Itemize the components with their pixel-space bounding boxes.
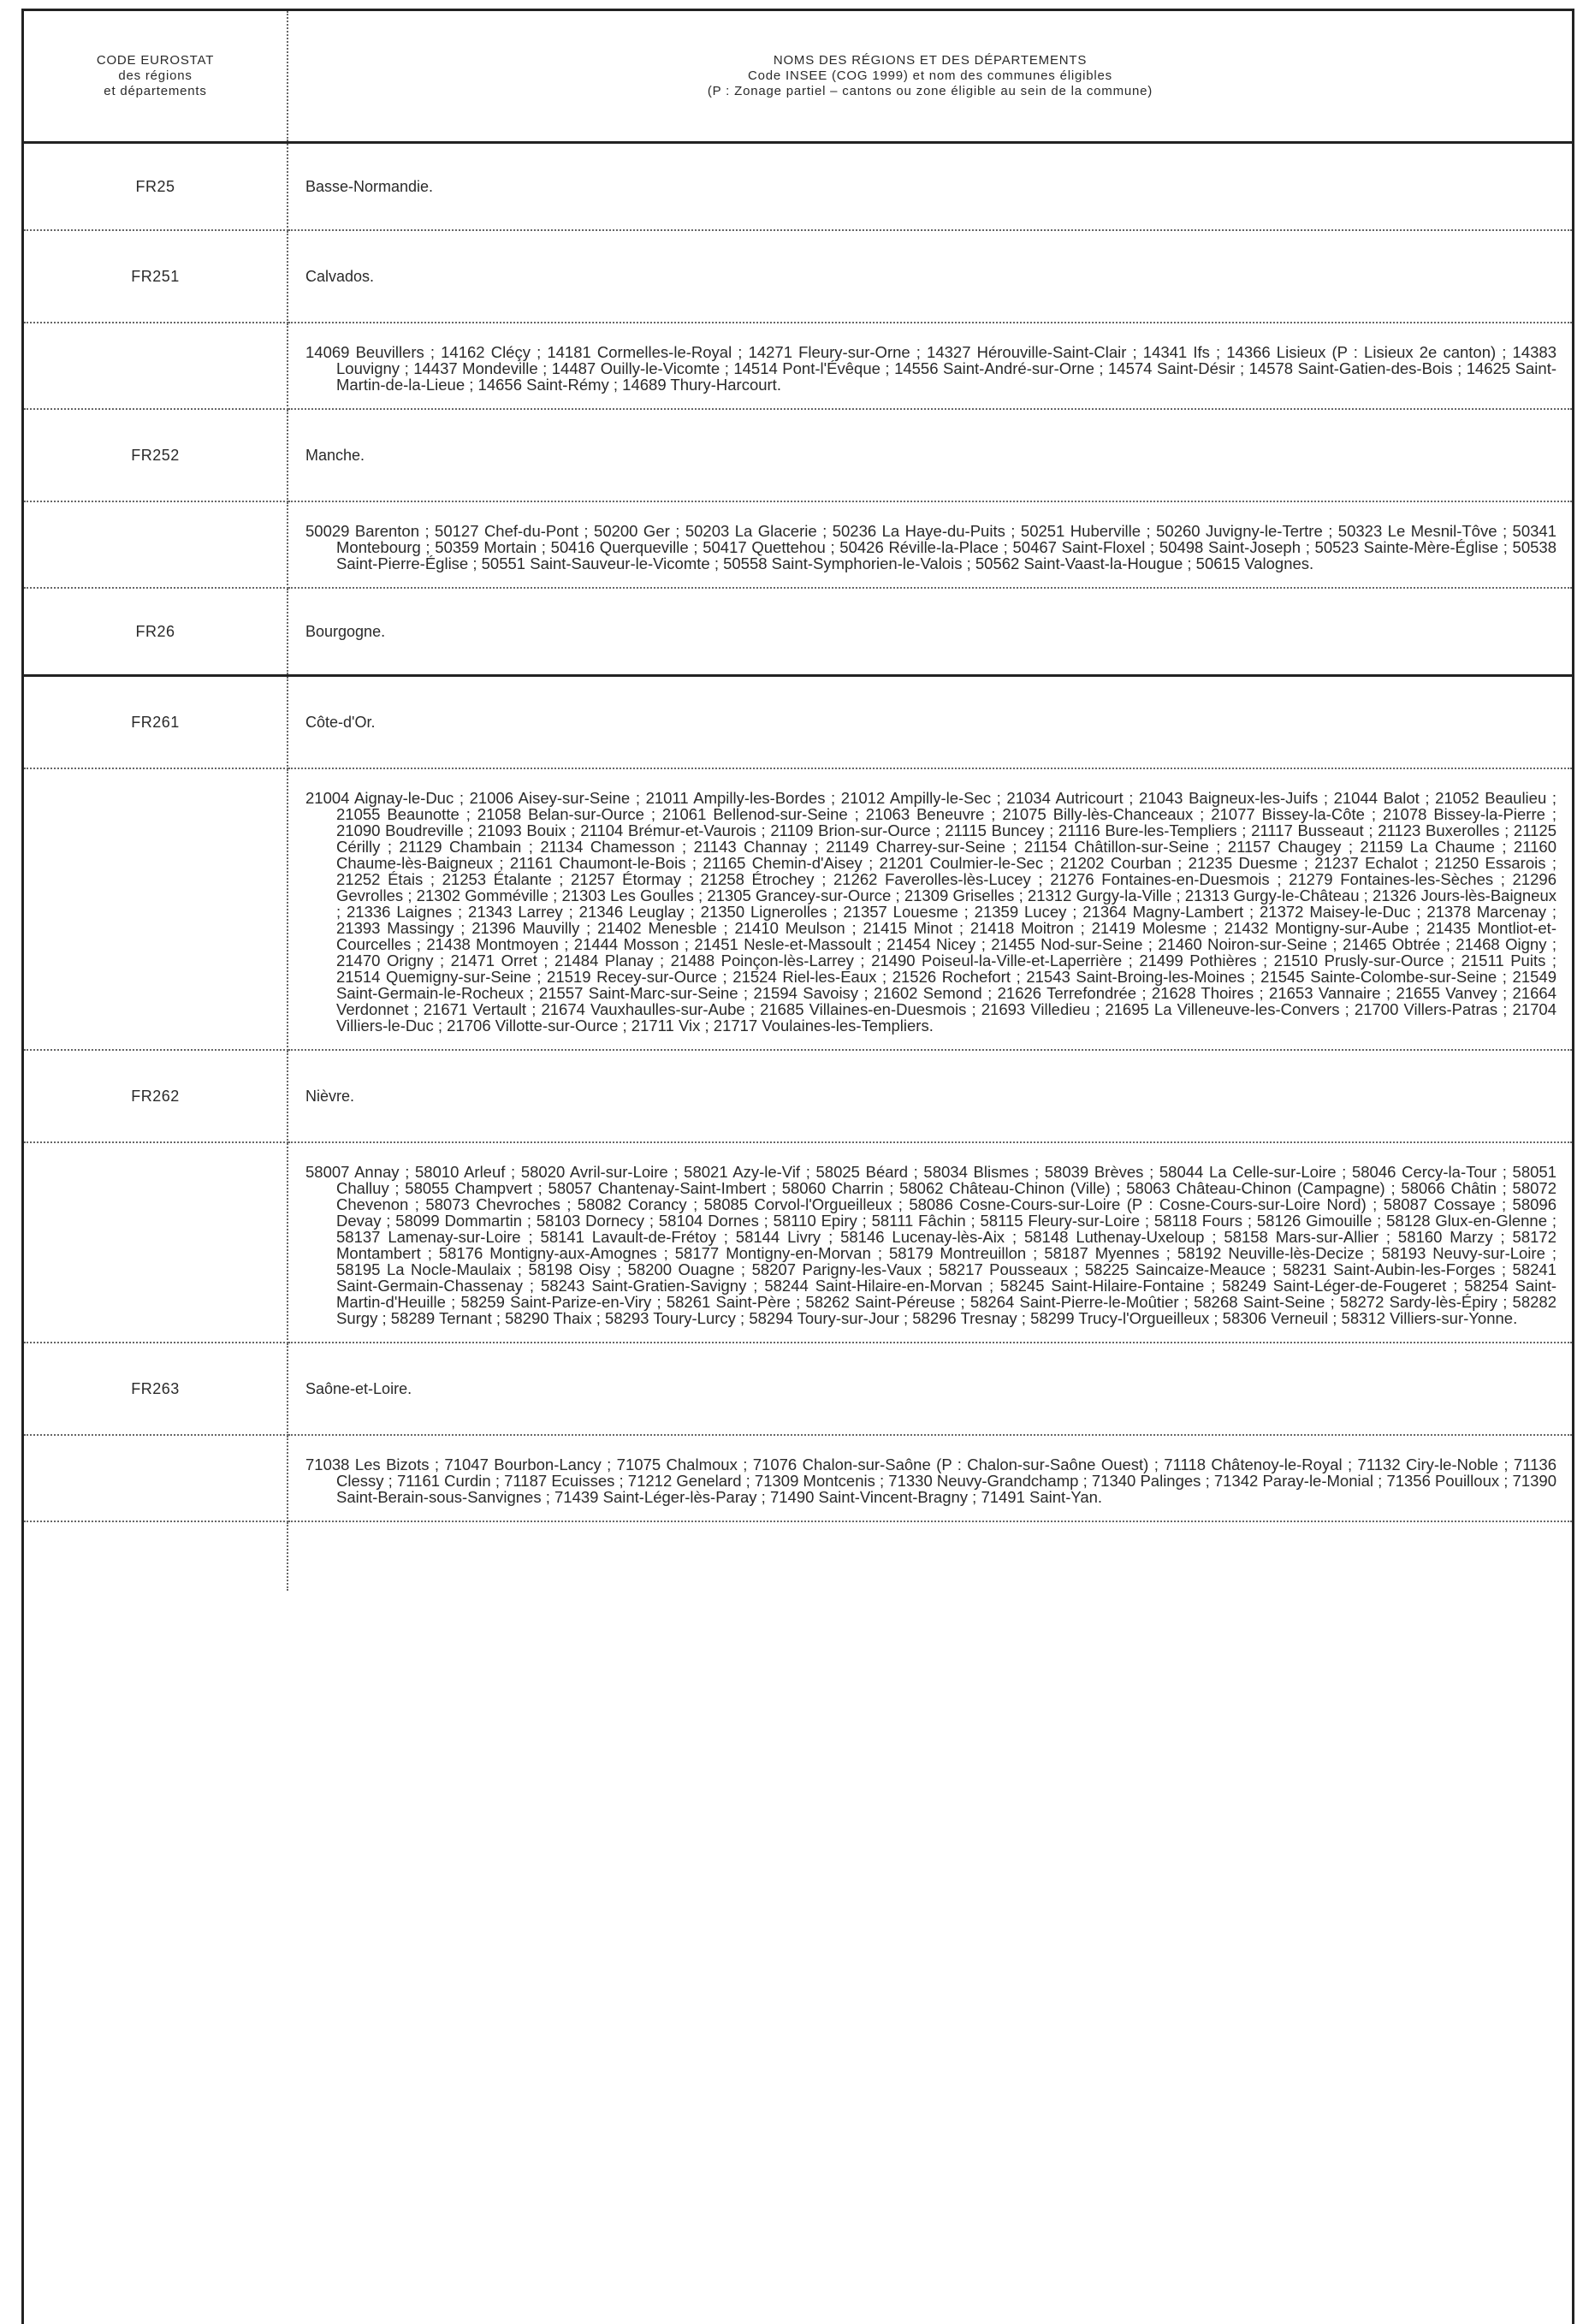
department-row <box>24 1343 1572 1435</box>
department-name: Saône-et-Loire. <box>288 1343 1572 1435</box>
communes-list-text: 50029 Barenton ; 50127 Chef-du-Pont ; 50200 Ger ; 50203 La Glacerie ; 50236 La Haye-du-Puits ; 50251 Huberville ; 50260 Juvigny-le-Tertre ; 50323 Le Mesnil-Tôve ; 50341 Montebourg ; 50359 Mortain ; 50416 Querqueville ; 50417 Quettehou ; 50426 Réville-la-Place ; 50467 Saint-Floxel ; 50498 Saint-Joseph ; 50523 Sainte-Mère-Église ; 50538 Saint-Pierre-Église ; 50551 Saint-Sauveur-le-Vicomte ; 50558 Saint-Symphorien-le-Valois ; 50562 Saint-Vaast-la-Hougue ; 50615 Valognes. <box>305 522 1556 572</box>
region-row <box>24 588 1572 676</box>
communes-list-text: 21004 Aignay-le-Duc ; 21006 Aisey-sur-Seine ; 21011 Ampilly-les-Bordes ; 21012 Ampilly-le-Sec ; 21034 Autricourt ; 21043 Baigneux-les-Juifs ; 21044 Balot ; 21052 Beaulieu ; 21055 Beaunotte ; 21058 Belan-sur-Ource ; 21061 Bellenod-sur-Seine ; 21063 Beneuvre ; 21075 Billy-lès-Chanceaux ; 21077 Bissey-la-Côte ; 21078 Bissey-la-Pierre ; 21090 Boudreville ; 21093 Bouix ; 21104 Brémur-et-Vaurois ; 21109 Brion-sur-Ource ; 21115 Buncey ; 21116 Bure-les-Templiers ; 21117 Busseaut ; 21123 Buxerolles ; 21125 Cérilly ; 21129 Chambain ; 21134 Chamesson ; 21143 Channay ; 21149 Charrey-sur-Seine ; 21154 Châtillon-sur-Seine ; 21157 Chaugey ; 21159 La Chaume ; 21160 Chaume-lès-Baigneux ; 21161 Chaumont-le-Bois ; 21165 Chemin-d'Aisey ; 21201 Coulmier-le-Sec ; 21202 Courban ; 21235 Duesme ; 21237 Echalot ; 21250 Essarois ; 21252 Étais ; 21253 Étalante ; 21257 Étormay ; 21258 Étrochey ; 21262 Faverolles-lès-Lucey ; 21276 Fontaines-en-Duesmois ; 21279 Fontaines-les-Sèches ; 21296 Gevrolles ; 21302 Gomméville ; 21303 Les Goulles ; 21305 Grancey-sur-Ource ; 21309 Griselles ; 21312 Gurgy-la-Ville ; 21313 Gurgy-le-Château ; 21326 Jours-lès-Baigneux ; 21336 Laignes ; 21343 Larrey ; 21346 Leuglay ; 21350 Lignerolles ; 21357 Louesme ; 21359 Lucey ; 21364 Magny-Lambert ; 21372 Maisey-le-Duc ; 21378 Marcenay ; 21393 Massingy ; 21396 Mauvilly ; 21402 Menesble ; 21410 Meulson ; 21415 Minot ; 21418 Moitron ; 21419 Molesme ; 21432 Montigny-sur-Aube ; 21435 Montliot-et-Courcelles ; 21438 Montmoyen ; 21444 Mosson ; 21451 Nesle-et-Massoult ; 21454 Nicey ; 21455 Nod-sur-Seine ; 21460 Noiron-sur-Seine ; 21465 Obtrée ; 21468 Oigny ; 21470 Origny ; 21471 Orret ; 21484 Planay ; 21488 Poinçon-lès-Larrey ; 21490 Poiseul-la-Ville-et-Laperrière ; 21499 Pothières ; 21510 Prusly-sur-Ource ; 21511 Puits ; 21514 Quemigny-sur-Seine ; 21519 Recey-sur-Ource ; 21524 Riel-les-Eaux ; 21526 Rochefort ; 21543 Saint-Broing-les-Moines ; 21545 Sainte-Colombe-sur-Seine ; 21549 Saint-Germain-le-Rocheux ; 21557 Saint-Marc-sur-Seine ; 21594 Savoisy ; 21602 Semond ; 21626 Terrefondrée ; 21628 Thoires ; 21653 Vannaire ; 21655 Vanvey ; 21664 Verdonnet ; 21671 Vertault ; 21674 Vauxhaulles-sur-Aube ; 21685 Villaines-en-Duesmois ; 21693 Villedieu ; 21695 La Villeneuve-les-Convers ; 21700 Villers-Patras ; 21704 Villiers-le-Duc ; 21706 Villotte-sur-Ource ; 21711 Vix ; 21717 Voulaines-les-Templiers. <box>305 789 1556 1035</box>
continuation-row <box>24 1521 1572 1591</box>
empty-code-cell <box>24 323 288 409</box>
region-row <box>24 143 1572 231</box>
eurostat-code: FR25 <box>24 143 288 231</box>
communes-row <box>24 323 1572 409</box>
region-name: Bourgogne. <box>288 588 1572 676</box>
department-row <box>24 230 1572 323</box>
eurostat-code: FR261 <box>24 676 288 769</box>
header-code-column <box>24 11 288 143</box>
table-header <box>24 11 1572 143</box>
communes-row <box>24 1435 1572 1521</box>
empty-name-cell <box>288 1521 1572 1591</box>
communes-list-text: 14069 Beuvillers ; 14162 Cléçy ; 14181 Cormelles-le-Royal ; 14271 Fleury-sur-Orne ; 14327 Hérouville-Saint-Clair ; 14341 Ifs ; 14366 Lisieux (P : Lisieux 2e canton) ; 14383 Louvigny ; 14437 Mondeville ; 14487 Ouilly-le-Vicomte ; 14514 Pont-l'Évêque ; 14556 Saint-André-sur-Orne ; 14574 Saint-Désir ; 14578 Saint-Gatien-des-Bois ; 14625 Saint-Martin-de-la-Lieue ; 14656 Saint-Rémy ; 14689 Thury-Harcourt. <box>305 343 1556 394</box>
header-code-line: CODE EUROSTAT <box>96 53 215 68</box>
eurostat-code: FR263 <box>24 1343 288 1435</box>
empty-code-cell <box>24 1142 288 1343</box>
communes-cell <box>288 768 1572 1050</box>
header-name-line: NOMS DES RÉGIONS ET DES DÉPARTEMENTS <box>773 53 1088 68</box>
header-code-line: des régions <box>118 68 193 83</box>
eurostat-code: FR252 <box>24 409 288 501</box>
department-name: Nièvre. <box>288 1050 1572 1142</box>
regions-table <box>24 11 1572 1591</box>
eurostat-code: FR26 <box>24 588 288 676</box>
empty-code-cell <box>24 501 288 588</box>
department-row <box>24 409 1572 501</box>
department-row <box>24 1050 1572 1142</box>
empty-code-cell <box>24 1521 288 1591</box>
header-name-line: (P : Zonage partiel – cantons ou zone éligible au sein de la commune) <box>707 84 1153 98</box>
department-name: Calvados. <box>288 230 1572 323</box>
communes-row <box>24 501 1572 588</box>
communes-cell <box>288 1142 1572 1343</box>
header-code-line: et départements <box>104 84 207 98</box>
communes-row <box>24 1142 1572 1343</box>
communes-list-text: 71038 Les Bizots ; 71047 Bourbon-Lancy ; 71075 Chalmoux ; 71076 Chalon-sur-Saône (P : Chalon-sur-Saône Ouest) ; 71118 Châtenoy-le-Royal ; 71132 Ciry-le-Noble ; 71136 Clessy ; 71161 Curdin ; 71187 Ecuisses ; 71212 Genelard ; 71309 Montcenis ; 71330 Neuvy-Grandchamp ; 71340 Palinges ; 71342 Paray-le-Monial ; 71356 Pouilloux ; 71390 Saint-Berain-sous-Sanvignes ; 71439 Saint-Léger-lès-Paray ; 71490 Saint-Vincent-Bragny ; 71491 Saint-Yan. <box>305 1455 1556 1506</box>
communes-cell <box>288 323 1572 409</box>
department-row <box>24 676 1572 769</box>
empty-code-cell <box>24 1435 288 1521</box>
department-name: Manche. <box>288 409 1572 501</box>
empty-code-cell <box>24 768 288 1050</box>
communes-cell <box>288 501 1572 588</box>
header-name-column <box>288 11 1572 143</box>
communes-row <box>24 768 1572 1050</box>
eurostat-code: FR262 <box>24 1050 288 1142</box>
communes-list-text: 58007 Annay ; 58010 Arleuf ; 58020 Avril-sur-Loire ; 58021 Azy-le-Vif ; 58025 Béard ; 58034 Blismes ; 58039 Brèves ; 58044 La Celle-sur-Loire ; 58046 Cercy-la-Tour ; 58051 Challuy ; 58055 Champvert ; 58057 Chantenay-Saint-Imbert ; 58060 Charrin ; 58062 Château-Chinon (Ville) ; 58063 Château-Chinon (Campagne) ; 58066 Châtin ; 58072 Chevenon ; 58073 Chevroches ; 58082 Corancy ; 58085 Corvol-l'Orgueilleux ; 58086 Cosne-Cours-sur-Loire (P : Cosne-Cours-sur-Loire Nord) ; 58087 Cossaye ; 58096 Devay ; 58099 Dommartin ; 58103 Dornecy ; 58104 Dornes ; 58110 Epiry ; 58111 Fâchin ; 58115 Fleury-sur-Loire ; 58118 Fours ; 58126 Gimouille ; 58128 Glux-en-Glenne ; 58137 Lamenay-sur-Loire ; 58141 Lavault-de-Frétoy ; 58144 Livry ; 58146 Lucenay-lès-Aix ; 58148 Luthenay-Uxeloup ; 58158 Mars-sur-Allier ; 58160 Marzy ; 58172 Montambert ; 58176 Montigny-aux-Amognes ; 58177 Montigny-en-Morvan ; 58179 Montreuillon ; 58187 Myennes ; 58192 Neuville-lès-Decize ; 58193 Neuvy-sur-Loire ; 58195 La Nocle-Maulaix ; 58198 Oisy ; 58200 Ouagne ; 58207 Parigny-les-Vaux ; 58217 Pousseaux ; 58225 Saincaize-Meauce ; 58231 Saint-Aubin-les-Forges ; 58241 Saint-Germain-Chassenay ; 58243 Saint-Gratien-Savigny ; 58244 Saint-Hilaire-en-Morvan ; 58245 Saint-Hilaire-Fontaine ; 58249 Saint-Léger-de-Fougeret ; 58254 Saint-Martin-d'Heuille ; 58259 Saint-Parize-en-Viry ; 58261 Saint-Père ; 58262 Saint-Péreuse ; 58264 Saint-Pierre-le-Moûtier ; 58268 Saint-Seine ; 58272 Sardy-lès-Épiry ; 58282 Surgy ; 58289 Ternant ; 58290 Thaix ; 58293 Toury-Lurcy ; 58294 Toury-sur-Jour ; 58296 Tresnay ; 58299 Trucy-l'Orgueilleux ; 58306 Verneuil ; 58312 Villiers-sur-Yonne. <box>305 1163 1556 1327</box>
document-page <box>21 9 1574 2324</box>
region-name: Basse-Normandie. <box>288 143 1572 231</box>
header-name-line: Code INSEE (COG 1999) et nom des communes éligibles <box>748 68 1112 83</box>
communes-cell <box>288 1435 1572 1521</box>
eurostat-code: FR251 <box>24 230 288 323</box>
department-name: Côte-d'Or. <box>288 676 1572 769</box>
